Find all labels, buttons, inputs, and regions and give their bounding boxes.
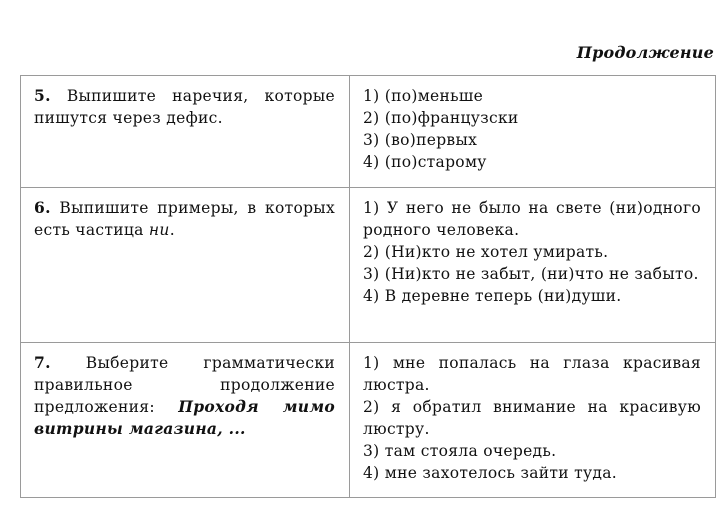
task-row <box>21 188 716 343</box>
task-question-cell <box>21 343 350 498</box>
task-row <box>21 343 716 498</box>
task-option: 2) (Ни)кто не хотел умирать. <box>363 243 609 261</box>
task-option: 1) У него не было на свете (ни)одного родного человека. <box>363 199 701 239</box>
task-number: 6. <box>34 198 51 217</box>
task-option: 3) (Ни)кто не забыт, (ни)что не забыто. <box>363 265 699 283</box>
continuation-label: Продолжение <box>576 43 714 62</box>
task-option: 4) (по)старому <box>363 153 487 171</box>
task-options-cell <box>350 343 716 498</box>
task-number: 5. <box>34 86 51 105</box>
task-row <box>21 76 716 188</box>
task-option: 4) В деревне теперь (ни)души. <box>363 287 622 305</box>
task-options-cell <box>350 188 716 343</box>
task-question-cell <box>21 188 350 343</box>
task-option: 2) (по)французски <box>363 109 519 127</box>
task-option: 1) (по)меньше <box>363 87 484 105</box>
task-question-text: Выпишите примеры, в которых есть частица <box>34 199 335 239</box>
task-question-cell <box>21 76 350 188</box>
task-question-text: Выберите грамматически правильное продолжение предложения: <box>34 354 335 416</box>
task-option: 3) там стояла очередь. <box>363 442 557 460</box>
tasks-table <box>20 75 716 498</box>
task-question-text: Выпишите наречия, которые пишутся через дефис. <box>34 87 335 127</box>
task-question-emphasis: ни <box>148 221 170 239</box>
task-option: 2) я обратил внимание на красивую люстру. <box>363 398 701 438</box>
task-option: 1) мне попалась на глаза красивая люстра. <box>363 354 701 394</box>
task-option: 4) мне захотелось зайти туда. <box>363 464 618 482</box>
task-question-emphasis: Проходя мимо витрины магазина, ... <box>34 397 336 438</box>
task-options-cell <box>350 76 716 188</box>
task-question-end: . <box>169 221 175 239</box>
task-option: 3) (во)первых <box>363 131 478 149</box>
task-number: 7. <box>34 353 51 372</box>
